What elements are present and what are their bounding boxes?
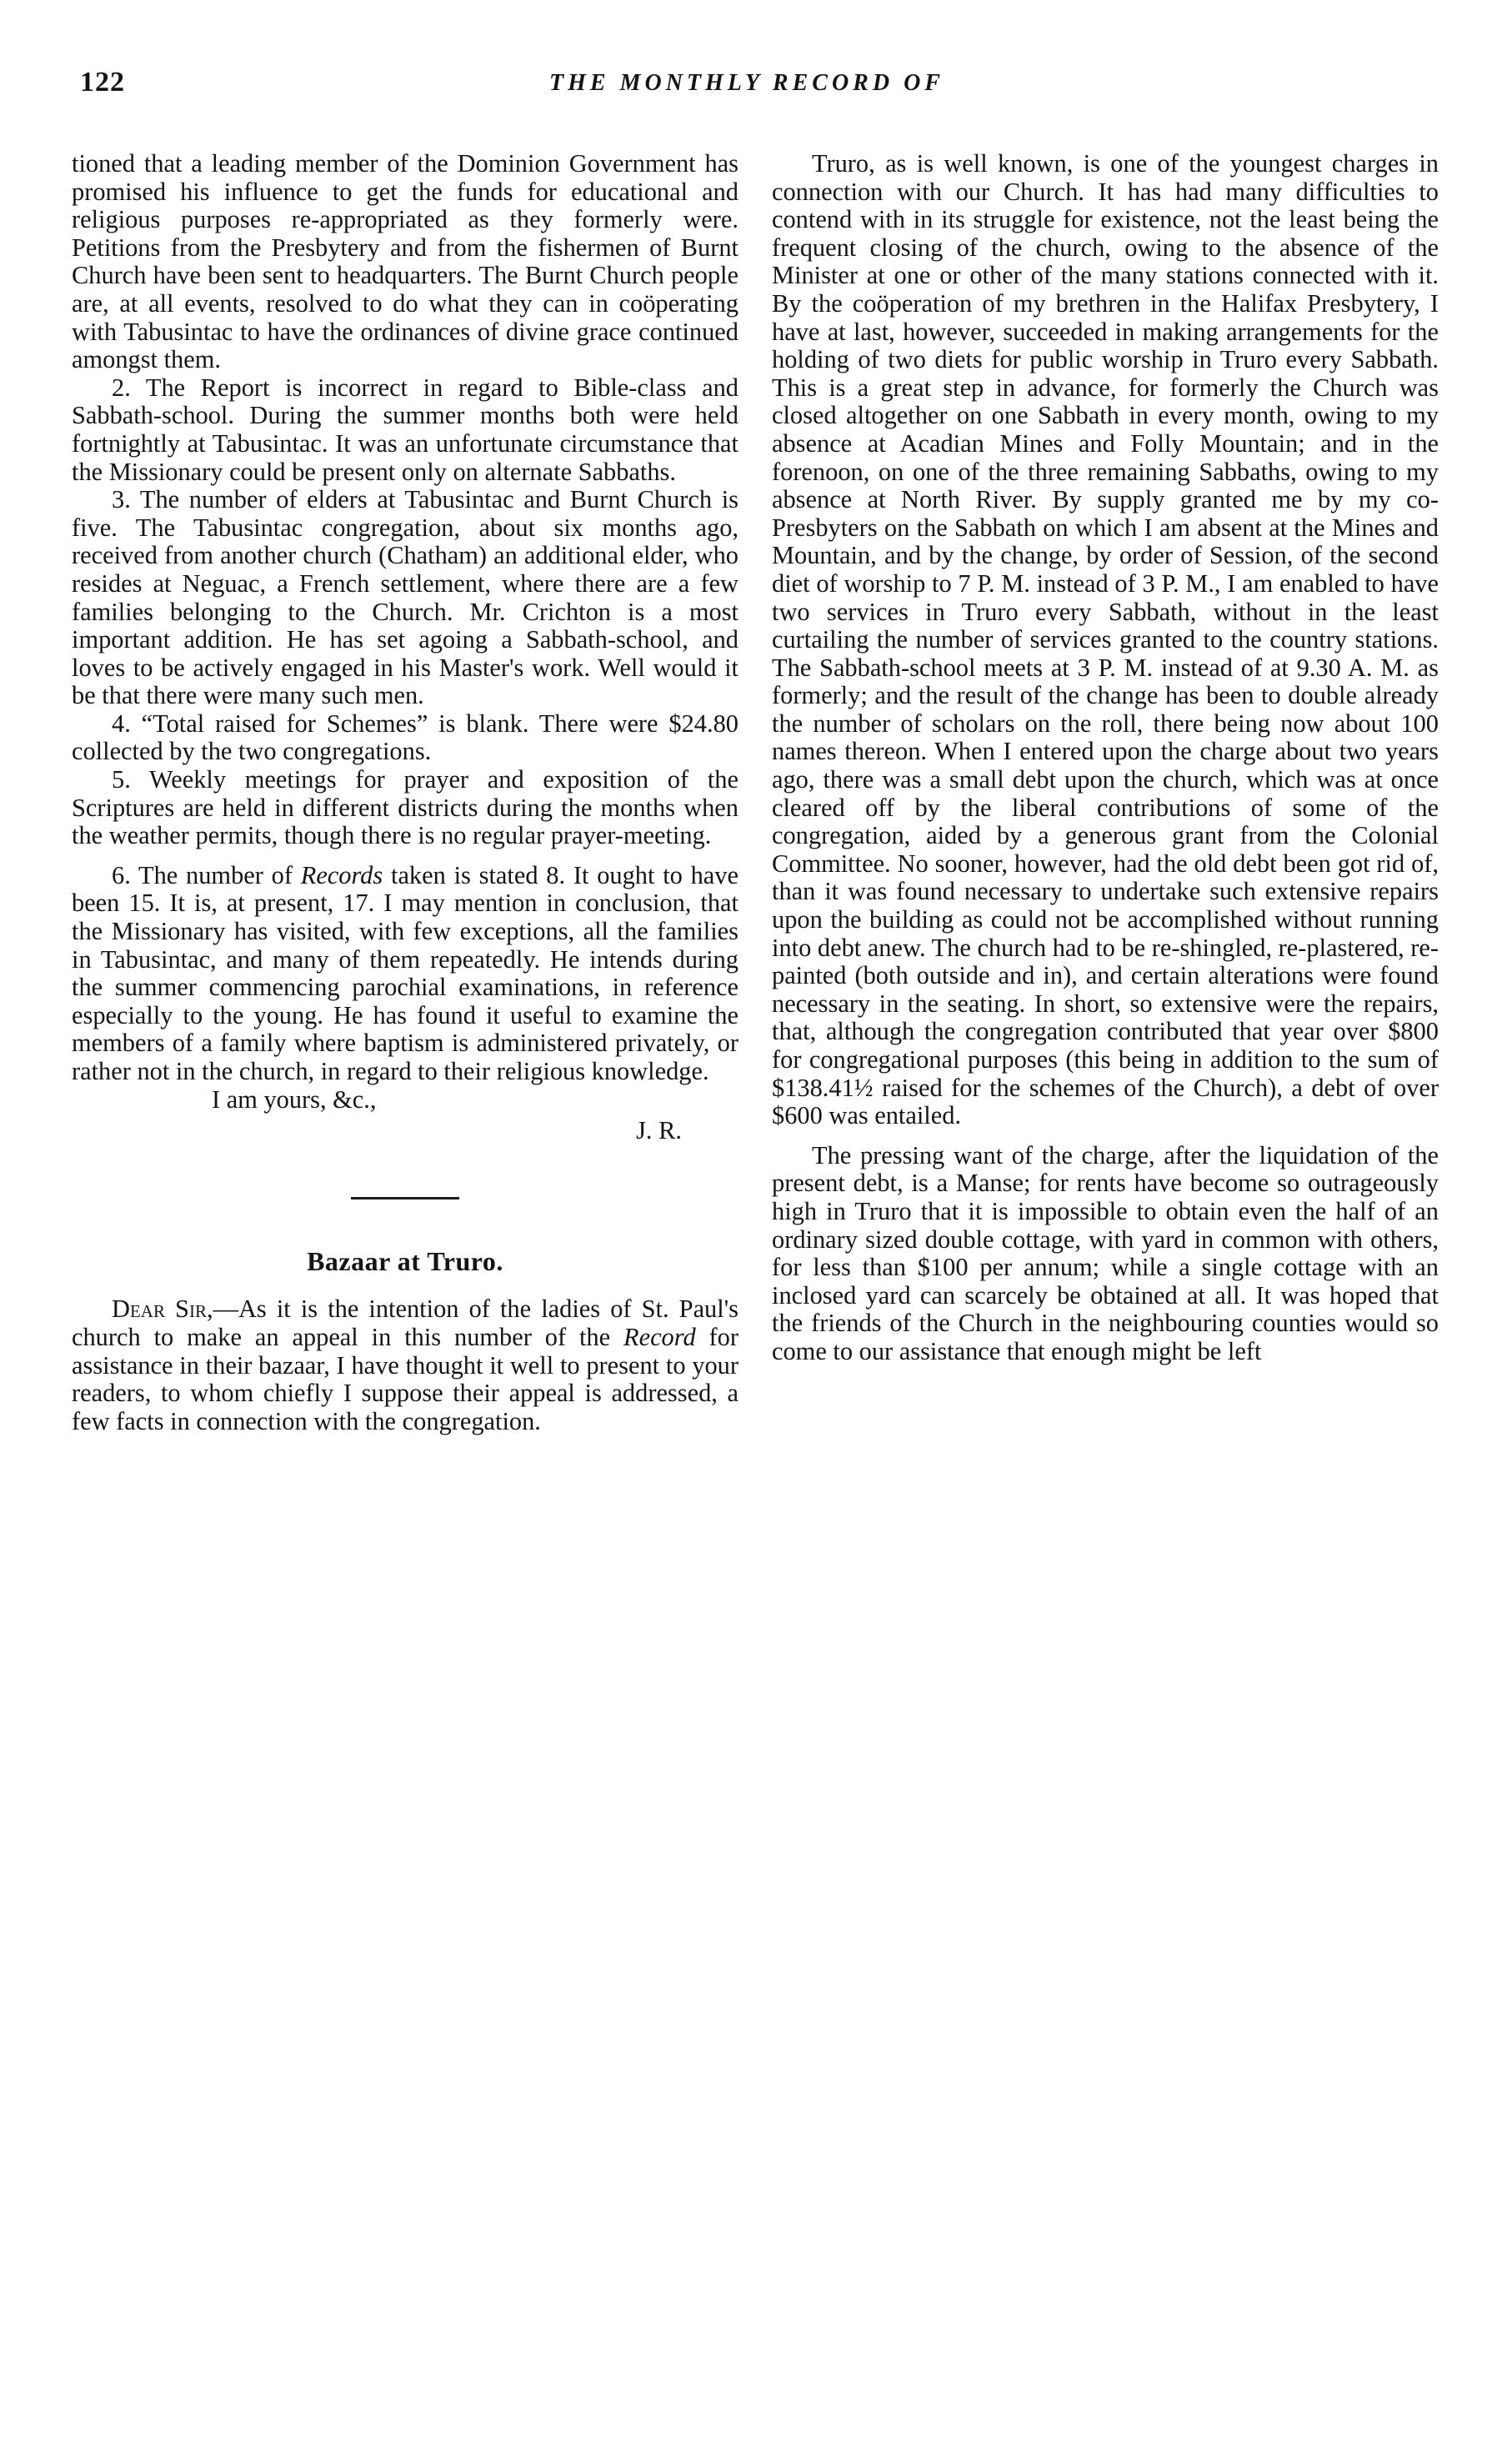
sign-off: I am yours, &c., [212,1084,377,1114]
section-divider [351,1197,459,1199]
paragraph-truro: Truro, as is well known, is one of the youngest charges in connection with our Church. It has had many difficulties to contend with in its struggle for existence, not the least being the frequent closing of the church, owing to the absence of the Minister at one or other of the many stations connected with it. By the coöperation of my brethren in the Halifax Presbytery, I have at last, however, succeeded in making arrangements for the holding of two diets for public worship in Truro every Sabbath. This is a great step in advance, for formerly the Church was closed altogether on one Sabbath in every month, owing to my absence at Acadian Mines and Folly Mountain; and in the forenoon, on one of the three remaining Sabbaths, owing to my absence at North River. By supply granted me by my co-Presbyters on the Sabbath on which I am absent at the Mines and Mountain, and by the change, by order of Session, of the second diet of worship to 7 P. M. instead of 3 P. M., I am enabled to have two services in Truro every Sabbath, without in the least curtailing the number of services granted to the country stations. The Sabbath-school meets at 3 P. M. instead of at 9.30 A. M. as formerly; and the result of the change has been to double already the number of scholars on the roll, there being now about 100 names thereon. When I entered upon the charge about two years ago, there was a small debt upon the church, which was at once cleared off by the liberal contributions of some of the congregation, aided by a generous grant from the Colonial Committee. No sooner, however, had the old debt been got rid of, than it was found necessary to undertake such extensive repairs upon the building as could not be accomplished without running into debt anew. The church had to be re-shingled, re-plastered, re-painted (both outside and in), and certain alterations were found necessary in the seating. In short, so extensive were the repairs, that, although the congregation contributed that year over $800 for congregational purposes (this being in addition to the sum of $138.41½ raised for the schemes of the Church), a debt of over $600 was entailed. [772,149,1439,1130]
page-header [80,67,1414,117]
sign-off-line [72,1086,738,1114]
paragraph-item-4: 4. “Total raised for Schemes” is blank. There were $24.80 collected by the two congregations. [72,709,738,766]
salutation: Dear Sir, [112,1295,213,1324]
left-column [72,150,738,1435]
paragraph-item-6-rest: taken is stated 8. It ought to have been 15. It is, at present, 17. I may mention in conclusion, that the Missionary has visited, with few exceptions, all the families in Tabusintac, and many of them repeatedly. He intends during the summer commencing parochial examinations, in reference especially to the young. He has found it useful to examine the members of a family where baptism is administered privately, or rather not in the church, in regard to their religious knowledge. [72,860,738,1085]
letter-opening-start: —As it is the intention of the ladies of St. Paul's church to make an appeal in this number of the [72,1295,738,1351]
signature: J. R. [636,1116,682,1145]
letter-opening [72,1295,738,1435]
records-italic: Records [300,860,383,889]
paragraph-item-3: 3. The number of elders at Tabusintac and Burnt Church is five. The Tabusintac congregation, about six months ago, received from another church (Chatham) an additional elder, who resides at Neguac, a French settlement, where there are a few families belonging to the Church. Mr. Crichton is a most important addition. He has set agoing a Sabbath-school, and loves to be actively engaged in his Master's work. Well would it be that there were many such men. [72,485,738,710]
page-number: 122 [80,67,125,98]
paragraph-manse: The pressing want of the charge, after the liquidation of the present debt, is a Manse; for rents have become so outrageously high in Truro that it is impossible to obtain even the half of an ordinary sized double cottage, with yard in common with others, for less than $100 per annum; while a single cottage with an inclosed yard can scarcely be obtained at all. It was hoped that the friends of the Church in the neighbouring counties would so come to our assistance that enough might be left [772,1140,1439,1365]
record-italic: Record [623,1322,696,1351]
paragraph-continuation: tioned that a leading member of the Dominion Government has promised his influence to get the funds for educational and religious purposes re-appropriated as they formerly were. Petitions from the Presbytery and from the fishermen of Burnt Church have been sent to headquarters. The Burnt Church people are, at all events, resolved to do what they can in coöperating with Tabusintac to have the ordinances of divine grace continued amongst them. [72,149,738,374]
letter-opening-rest: for assistance in their bazaar, I have thought it well to present to your readers, to whom chiefly I suppose their appeal is addressed, a few facts in connection with the congregation. [72,1322,738,1435]
paragraph-item-6 [72,862,738,1086]
section-heading: Bazaar at Truro. [307,1245,503,1276]
running-title: THE MONTHLY RECORD OF [549,70,944,96]
paragraph-item-2: 2. The Report is incorrect in regard to Bible-class and Sabbath-school. During the summer months both were held fortnightly at Tabusintac. It was an unfortunate circumstance that the Missionary could be present only on alternate Sabbaths. [72,373,738,486]
paragraph-item-5: 5. Weekly meetings for prayer and exposition of the Scriptures are held in different districts during the months when the weather permits, though there is no regular prayer-meeting. [72,765,738,850]
paragraph-item-6-start: 6. The number of [112,860,301,889]
right-column [772,150,1439,1366]
